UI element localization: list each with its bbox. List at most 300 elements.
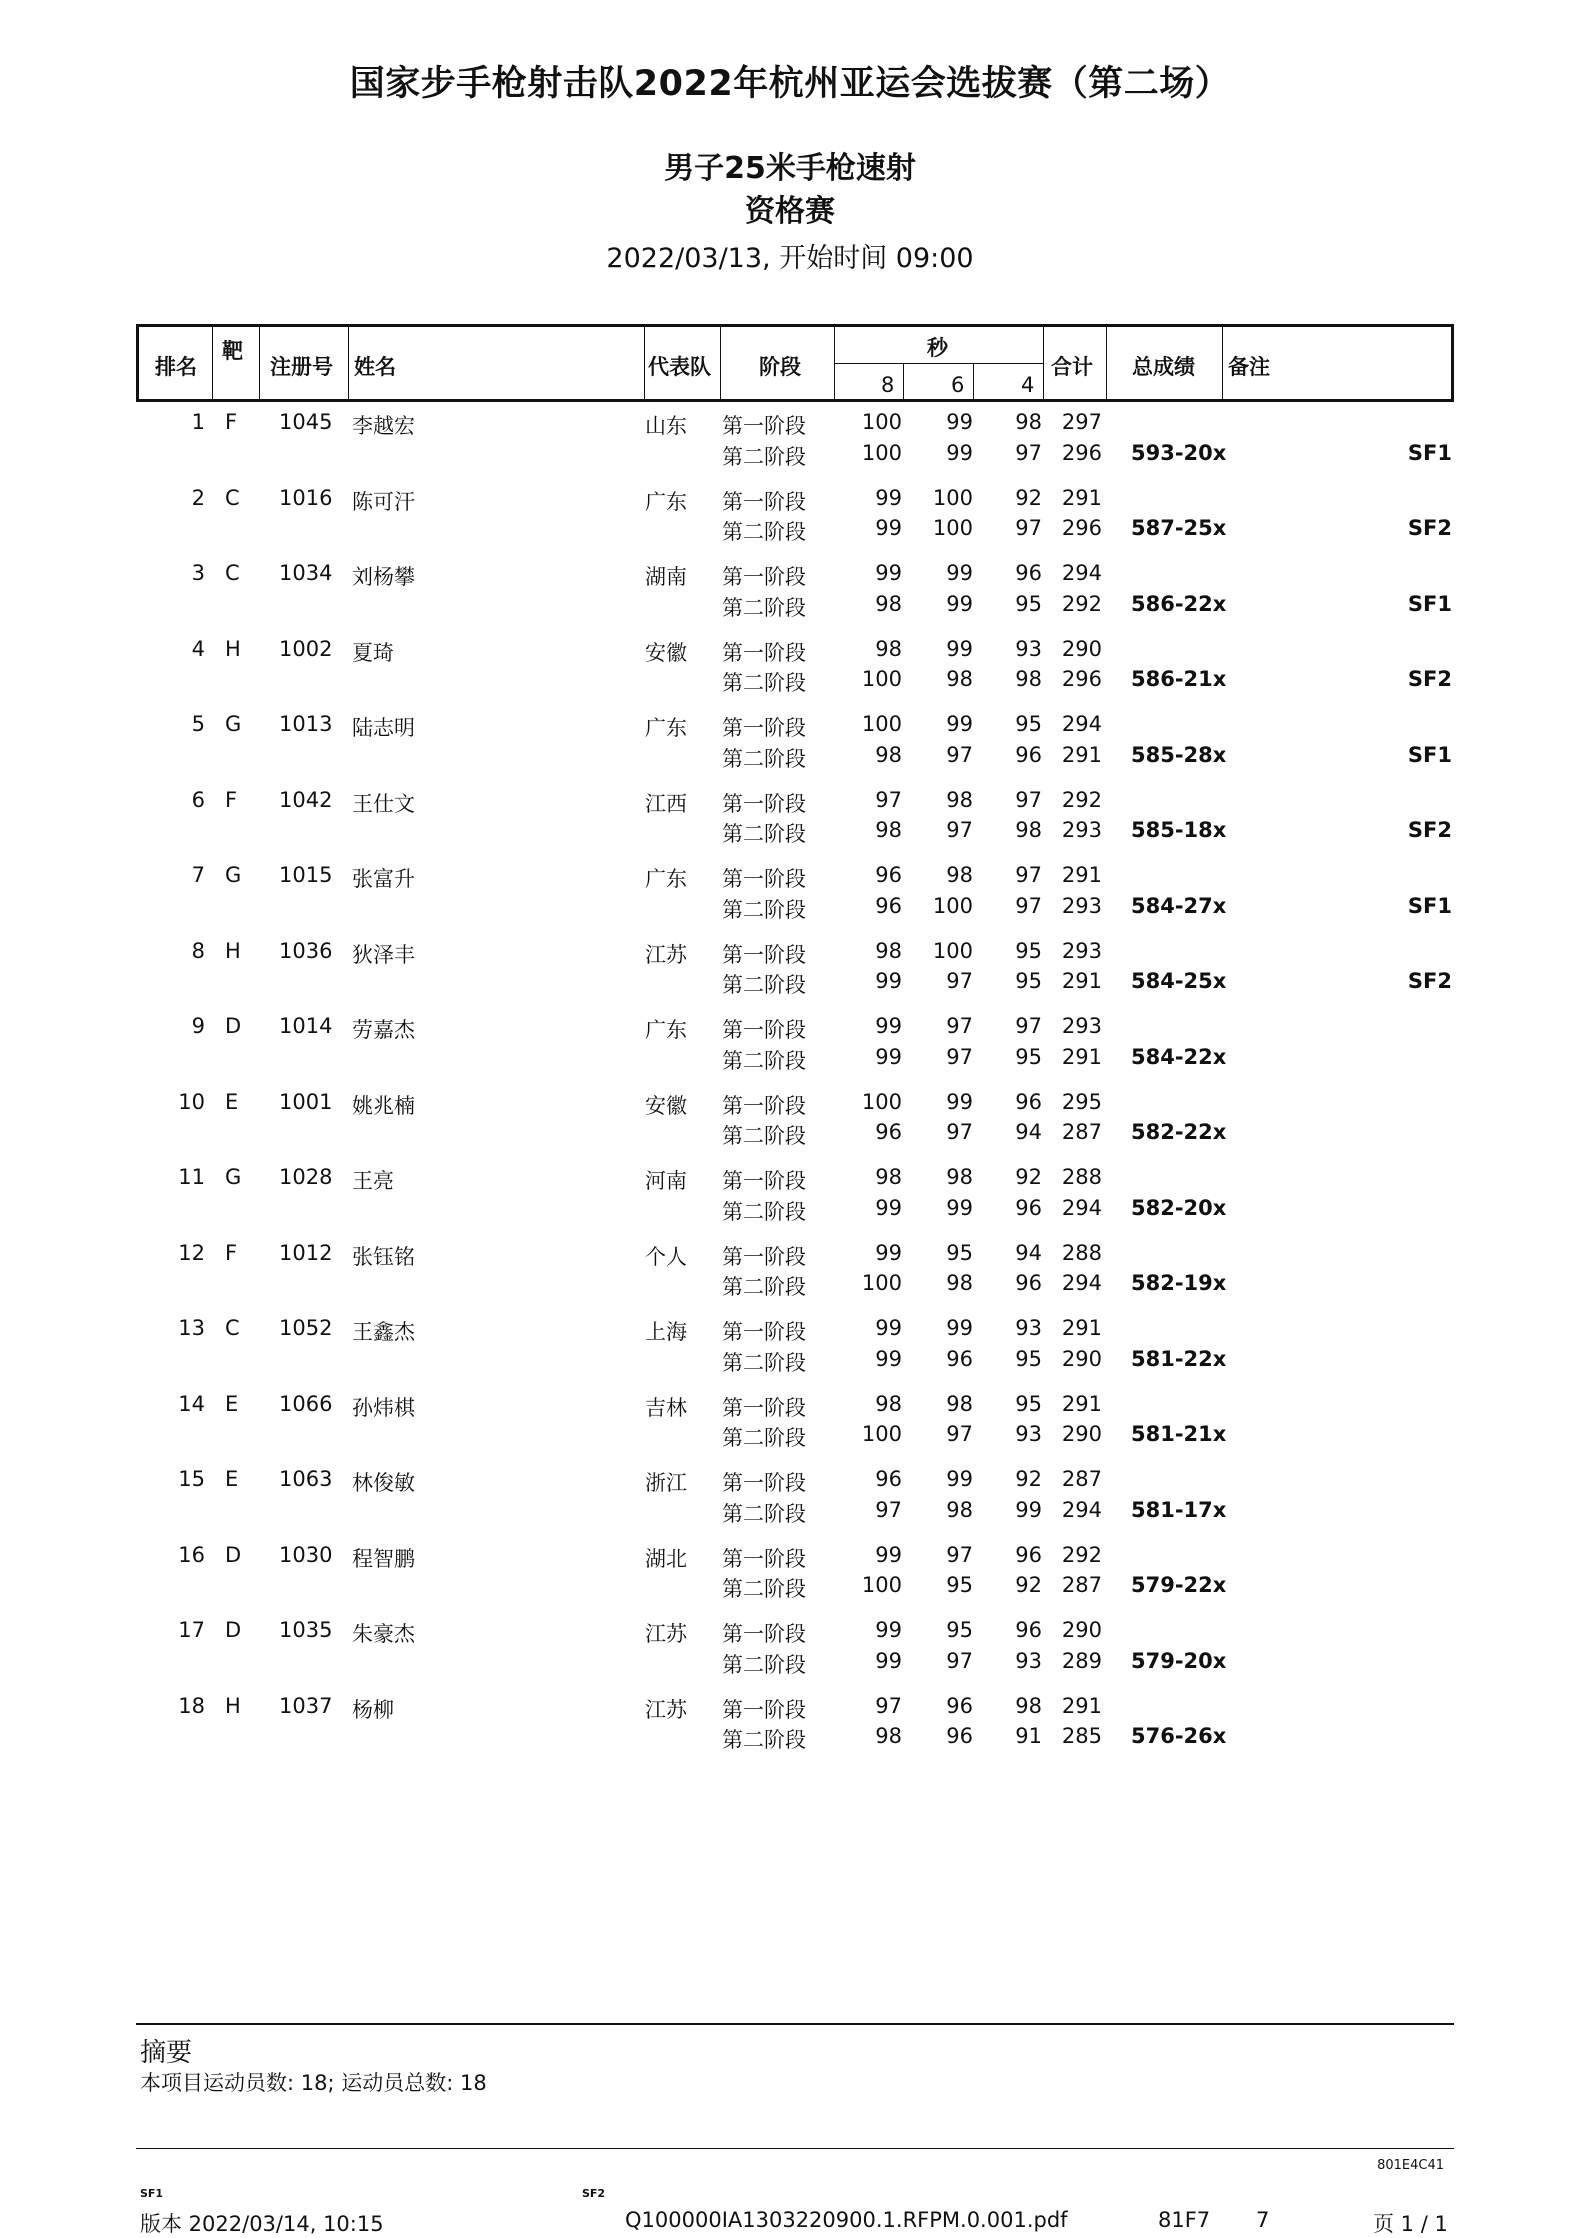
stage-label: 第一阶段 <box>722 489 806 514</box>
score-6s: 95 <box>946 1240 973 1265</box>
stage-sum: 297 <box>1061 410 1102 434</box>
reg-number: 1015 <box>279 863 333 887</box>
score-6s: 99 <box>946 1195 973 1220</box>
score-6s: 98 <box>946 1165 973 1189</box>
stage-label: 第二阶段 <box>722 1275 806 1299</box>
score-6s: 96 <box>946 1724 973 1748</box>
rank: 16 <box>178 1542 205 1567</box>
stage-label: 第一阶段 <box>722 1546 806 1571</box>
reg-number: 1066 <box>279 1391 333 1416</box>
note: SF2 <box>1407 667 1452 691</box>
team: 江苏 <box>645 942 687 967</box>
stage-sum: 291 <box>1061 485 1102 510</box>
score-8s: 100 <box>861 667 902 691</box>
stage-sum: 290 <box>1061 1422 1102 1446</box>
footer-num: 7 <box>1256 2208 1270 2232</box>
stage-sum: 291 <box>1061 1391 1102 1416</box>
score-6s: 98 <box>946 1271 973 1295</box>
score-6s: 95 <box>946 1618 973 1642</box>
col-s6: 6 <box>951 373 965 397</box>
athlete-name: 王仕文 <box>352 791 415 816</box>
total-score: 581-17x <box>1131 1497 1227 1522</box>
team: 江苏 <box>645 1622 687 1646</box>
rank: 14 <box>178 1391 205 1416</box>
athlete-name: 张钰铭 <box>352 1244 415 1269</box>
stage-label: 第二阶段 <box>722 1124 806 1148</box>
rank: 13 <box>178 1316 205 1340</box>
score-4s: 95 <box>1015 712 1042 736</box>
score-8s: 97 <box>875 1497 902 1522</box>
stage-label: 第二阶段 <box>722 1048 806 1073</box>
target: G <box>225 863 242 887</box>
reg-number: 1042 <box>279 787 333 812</box>
athlete-name: 李越宏 <box>352 414 415 438</box>
score-4s: 98 <box>1015 667 1042 691</box>
stage-sum: 294 <box>1061 1271 1102 1295</box>
stage-sum: 290 <box>1061 636 1102 661</box>
athlete-name: 陆志明 <box>352 716 415 740</box>
score-8s: 99 <box>875 1648 902 1673</box>
stage-label: 第一阶段 <box>722 791 806 816</box>
reg-number: 1035 <box>279 1618 333 1642</box>
target: E <box>225 1391 239 1416</box>
athlete-name: 孙炜棋 <box>352 1395 415 1420</box>
score-6s: 100 <box>932 938 973 963</box>
score-6s: 100 <box>932 516 973 540</box>
stage-sum: 294 <box>1061 712 1102 736</box>
team: 广东 <box>645 867 687 891</box>
stage-label: 第二阶段 <box>722 1728 806 1752</box>
col-stage: 阶段 <box>759 355 801 379</box>
stage-sum: 296 <box>1061 516 1102 540</box>
total-score: 585-18x <box>1131 818 1227 842</box>
total-score: 576-26x <box>1131 1724 1227 1748</box>
score-4s: 96 <box>1015 1271 1042 1295</box>
team: 吉林 <box>645 1395 687 1420</box>
stage-label: 第一阶段 <box>722 716 806 740</box>
reg-number: 1013 <box>279 712 333 736</box>
score-8s: 99 <box>875 969 902 993</box>
score-6s: 99 <box>946 636 973 661</box>
reg-number: 1002 <box>279 636 333 661</box>
col-s8: 8 <box>881 373 895 397</box>
athlete-name: 刘杨攀 <box>352 565 415 589</box>
total-score: 584-22x <box>1131 1044 1227 1069</box>
athlete-name: 杨柳 <box>352 1697 394 1722</box>
score-4s: 97 <box>1015 440 1042 465</box>
team: 安徽 <box>645 1093 687 1118</box>
score-8s: 100 <box>861 712 902 736</box>
total-score: 582-19x <box>1131 1271 1227 1295</box>
target: D <box>225 1014 242 1038</box>
event-name: 男子25米手枪速射 <box>664 151 916 186</box>
score-4s: 97 <box>1015 516 1042 540</box>
stage-label: 第二阶段 <box>722 444 806 469</box>
score-8s: 98 <box>875 1391 902 1416</box>
stage-sum: 293 <box>1061 818 1102 842</box>
stage-sum: 291 <box>1061 969 1102 993</box>
stage-label: 第二阶段 <box>722 671 806 695</box>
target: H <box>225 1693 241 1718</box>
stage-label: 第二阶段 <box>722 1426 806 1450</box>
col-total: 总成绩 <box>1132 355 1195 379</box>
score-8s: 99 <box>875 485 902 510</box>
score-6s: 97 <box>946 742 973 767</box>
score-6s: 98 <box>946 1497 973 1522</box>
target: G <box>225 1165 242 1189</box>
total-score: 593-20x <box>1131 440 1227 465</box>
reg-number: 1036 <box>279 938 333 963</box>
target: C <box>225 561 240 585</box>
team: 江苏 <box>645 1697 687 1722</box>
rank: 10 <box>178 1089 205 1114</box>
stage-label: 第二阶段 <box>722 1652 806 1677</box>
stage-sum: 296 <box>1061 440 1102 465</box>
stage-label: 第一阶段 <box>722 942 806 967</box>
score-8s: 97 <box>875 787 902 812</box>
score-6s: 97 <box>946 1648 973 1673</box>
stage-sum: 288 <box>1061 1240 1102 1265</box>
stage-sum: 293 <box>1061 938 1102 963</box>
stage-label: 第一阶段 <box>722 1093 806 1118</box>
team: 个人 <box>645 1244 687 1269</box>
total-score: 586-21x <box>1131 667 1227 691</box>
score-4s: 97 <box>1015 893 1042 918</box>
col-rank: 排名 <box>155 355 197 379</box>
score-6s: 99 <box>946 1467 973 1491</box>
reg-number: 1028 <box>279 1165 333 1189</box>
score-4s: 91 <box>1015 1724 1042 1748</box>
stage-label: 第二阶段 <box>722 897 806 922</box>
rank: 3 <box>191 561 205 585</box>
stage-label: 第一阶段 <box>722 1244 806 1269</box>
total-score: 579-20x <box>1131 1648 1227 1673</box>
score-4s: 92 <box>1015 485 1042 510</box>
athlete-name: 林俊敏 <box>352 1471 415 1495</box>
reg-number: 1063 <box>279 1467 333 1491</box>
score-8s: 98 <box>875 1724 902 1748</box>
stage-sum: 294 <box>1061 561 1102 585</box>
score-6s: 99 <box>946 440 973 465</box>
score-8s: 100 <box>861 1573 902 1597</box>
score-8s: 100 <box>861 1089 902 1114</box>
stage-sum: 296 <box>1061 667 1102 691</box>
team: 浙江 <box>645 1471 687 1495</box>
stage-sum: 287 <box>1061 1120 1102 1144</box>
stage-sum: 293 <box>1061 893 1102 918</box>
score-4s: 96 <box>1015 1542 1042 1567</box>
total-score: 582-22x <box>1131 1120 1227 1144</box>
score-4s: 93 <box>1015 1648 1042 1673</box>
col-s4: 4 <box>1021 373 1035 397</box>
score-6s: 99 <box>946 712 973 736</box>
team: 山东 <box>645 414 687 438</box>
page-title: 国家步手枪射击队2022年杭州亚运会选拔赛（第二场） <box>349 64 1231 104</box>
score-4s: 95 <box>1015 969 1042 993</box>
score-4s: 95 <box>1015 591 1042 616</box>
team: 安徽 <box>645 640 687 665</box>
total-score: 582-20x <box>1131 1195 1227 1220</box>
athlete-name: 劳嘉杰 <box>352 1018 415 1042</box>
stage-label: 第二阶段 <box>722 746 806 771</box>
stage-label: 第一阶段 <box>722 1471 806 1495</box>
reg-number: 1045 <box>279 410 333 434</box>
score-8s: 99 <box>875 561 902 585</box>
reg-number: 1034 <box>279 561 333 585</box>
stage-label: 第二阶段 <box>722 1350 806 1375</box>
rank: 15 <box>178 1467 205 1491</box>
score-8s: 99 <box>875 1346 902 1371</box>
score-8s: 96 <box>875 863 902 887</box>
footer-page: 页 1 / 1 <box>1373 2212 1448 2236</box>
stage-sum: 291 <box>1061 1316 1102 1340</box>
score-6s: 99 <box>946 1316 973 1340</box>
score-4s: 93 <box>1015 636 1042 661</box>
stage-sum: 291 <box>1061 863 1102 887</box>
score-8s: 99 <box>875 1542 902 1567</box>
rank: 7 <box>191 863 205 887</box>
target: C <box>225 1316 240 1340</box>
score-4s: 92 <box>1015 1165 1042 1189</box>
athlete-name: 姚兆楠 <box>352 1093 415 1118</box>
target: F <box>225 1240 238 1265</box>
col-note: 备注 <box>1228 355 1270 379</box>
footer-code: 801E4C41 <box>1377 2158 1444 2173</box>
stage-sum: 291 <box>1061 742 1102 767</box>
target: H <box>225 938 241 963</box>
score-4s: 95 <box>1015 1391 1042 1416</box>
score-4s: 92 <box>1015 1467 1042 1491</box>
note: SF2 <box>1407 818 1452 842</box>
rank: 6 <box>191 787 205 812</box>
stage-label: 第二阶段 <box>722 595 806 620</box>
stage-label: 第一阶段 <box>722 1622 806 1646</box>
rank: 1 <box>191 410 205 434</box>
stage-sum: 294 <box>1061 1497 1102 1522</box>
score-8s: 96 <box>875 893 902 918</box>
rank: 5 <box>191 712 205 736</box>
team: 广东 <box>645 489 687 514</box>
score-6s: 99 <box>946 591 973 616</box>
score-6s: 98 <box>946 787 973 812</box>
rank: 11 <box>178 1165 205 1189</box>
score-4s: 92 <box>1015 1573 1042 1597</box>
team: 江西 <box>645 791 687 816</box>
score-8s: 96 <box>875 1120 902 1144</box>
rank: 8 <box>191 938 205 963</box>
score-8s: 96 <box>875 1467 902 1491</box>
col-name: 姓名 <box>354 355 396 379</box>
athlete-name: 程智鹏 <box>352 1546 415 1571</box>
athlete-name: 夏琦 <box>352 640 394 665</box>
score-4s: 93 <box>1015 1316 1042 1340</box>
team: 湖北 <box>645 1546 687 1571</box>
athlete-name: 陈可汗 <box>352 489 415 514</box>
score-6s: 97 <box>946 1044 973 1069</box>
total-score: 584-27x <box>1131 893 1227 918</box>
score-8s: 98 <box>875 1165 902 1189</box>
stage-sum: 291 <box>1061 1044 1102 1069</box>
stage-label: 第一阶段 <box>722 1697 806 1722</box>
note: SF2 <box>1407 516 1452 540</box>
rank: 17 <box>178 1618 205 1642</box>
stage-sum: 292 <box>1061 591 1102 616</box>
athlete-name: 狄泽丰 <box>352 942 415 967</box>
score-8s: 98 <box>875 938 902 963</box>
col-reg: 注册号 <box>270 355 333 379</box>
score-6s: 98 <box>946 863 973 887</box>
team: 上海 <box>645 1320 687 1344</box>
score-8s: 99 <box>875 1195 902 1220</box>
stage-label: 第一阶段 <box>722 640 806 665</box>
total-score: 579-22x <box>1131 1573 1227 1597</box>
target: E <box>225 1467 239 1491</box>
score-4s: 96 <box>1015 1089 1042 1114</box>
stage-sum: 293 <box>1061 1014 1102 1038</box>
score-6s: 99 <box>946 1089 973 1114</box>
stage-sum: 288 <box>1061 1165 1102 1189</box>
target: G <box>225 712 242 736</box>
score-6s: 97 <box>946 1120 973 1144</box>
total-score: 586-22x <box>1131 591 1227 616</box>
score-4s: 95 <box>1015 938 1042 963</box>
total-score: 584-25x <box>1131 969 1227 993</box>
footer-version: 版本 2022/03/14, 10:15 <box>140 2212 384 2236</box>
score-6s: 97 <box>946 1014 973 1038</box>
score-8s: 99 <box>875 1014 902 1038</box>
table-header <box>136 324 1454 402</box>
score-4s: 98 <box>1015 410 1042 434</box>
stage-sum: 290 <box>1061 1346 1102 1371</box>
score-6s: 96 <box>946 1346 973 1371</box>
score-4s: 97 <box>1015 1014 1042 1038</box>
score-6s: 97 <box>946 969 973 993</box>
stage-label: 第一阶段 <box>722 414 806 438</box>
stage-sum: 292 <box>1061 787 1102 812</box>
reg-number: 1037 <box>279 1693 333 1718</box>
score-8s: 100 <box>861 410 902 434</box>
score-8s: 98 <box>875 636 902 661</box>
score-6s: 99 <box>946 410 973 434</box>
stage-sum: 294 <box>1061 1195 1102 1220</box>
stage-label: 第二阶段 <box>722 1577 806 1601</box>
rank: 12 <box>178 1240 205 1265</box>
team: 广东 <box>645 1018 687 1042</box>
stage-sum: 295 <box>1061 1089 1102 1114</box>
footer-note-sf1: SF1 <box>140 2187 164 2200</box>
score-8s: 100 <box>861 1271 902 1295</box>
reg-number: 1052 <box>279 1316 333 1340</box>
stage-label: 第二阶段 <box>722 520 806 544</box>
target: D <box>225 1542 242 1567</box>
score-4s: 97 <box>1015 787 1042 812</box>
score-4s: 94 <box>1015 1120 1042 1144</box>
rank: 9 <box>191 1014 205 1038</box>
score-8s: 98 <box>875 818 902 842</box>
team: 广东 <box>645 716 687 740</box>
team: 河南 <box>645 1169 687 1193</box>
score-6s: 97 <box>946 818 973 842</box>
score-4s: 93 <box>1015 1422 1042 1446</box>
stage-sum: 292 <box>1061 1542 1102 1567</box>
score-8s: 100 <box>861 1422 902 1446</box>
score-8s: 99 <box>875 1316 902 1340</box>
score-6s: 100 <box>932 485 973 510</box>
score-8s: 98 <box>875 742 902 767</box>
score-6s: 97 <box>946 1542 973 1567</box>
note: SF1 <box>1407 591 1452 616</box>
stage-sum: 289 <box>1061 1648 1102 1673</box>
stage-label: 第一阶段 <box>722 565 806 589</box>
stage-label: 第一阶段 <box>722 1018 806 1042</box>
col-seconds: 秒 <box>927 336 948 360</box>
athlete-name: 张富升 <box>352 867 415 891</box>
note: SF1 <box>1407 440 1452 465</box>
score-6s: 98 <box>946 1391 973 1416</box>
footer-code2: 81F7 <box>1158 2208 1211 2232</box>
footer-note-sf2: SF2 <box>582 2187 606 2200</box>
target: D <box>225 1618 242 1642</box>
stage-label: 第一阶段 <box>722 1395 806 1420</box>
stage-label: 第一阶段 <box>722 1320 806 1344</box>
score-8s: 97 <box>875 1693 902 1718</box>
total-score: 585-28x <box>1131 742 1227 767</box>
score-4s: 97 <box>1015 863 1042 887</box>
score-8s: 99 <box>875 1044 902 1069</box>
score-4s: 94 <box>1015 1240 1042 1265</box>
target: F <box>225 787 238 812</box>
score-4s: 99 <box>1015 1497 1042 1522</box>
reg-number: 1012 <box>279 1240 333 1265</box>
reg-number: 1014 <box>279 1014 333 1038</box>
target: C <box>225 485 240 510</box>
stage-sum: 285 <box>1061 1724 1102 1748</box>
score-6s: 99 <box>946 561 973 585</box>
score-8s: 99 <box>875 1618 902 1642</box>
footer-file: Q100000IA1303220900.1.RFPM.0.001.pdf <box>625 2208 1068 2232</box>
event-datetime: 2022/03/13, 开始时间 09:00 <box>606 243 974 274</box>
score-4s: 96 <box>1015 561 1042 585</box>
score-4s: 96 <box>1015 1618 1042 1642</box>
athlete-name: 王鑫杰 <box>352 1320 415 1344</box>
reg-number: 1030 <box>279 1542 333 1567</box>
col-team: 代表队 <box>648 355 711 379</box>
rank: 18 <box>178 1693 205 1718</box>
target: F <box>225 410 238 434</box>
stage-label: 第一阶段 <box>722 1169 806 1193</box>
reg-number: 1016 <box>279 485 333 510</box>
score-8s: 99 <box>875 1240 902 1265</box>
score-4s: 98 <box>1015 1693 1042 1718</box>
total-score: 581-22x <box>1131 1346 1227 1371</box>
stage-label: 第二阶段 <box>722 1501 806 1526</box>
stage-sum: 290 <box>1061 1618 1102 1642</box>
stage-label: 第二阶段 <box>722 1199 806 1224</box>
total-score: 581-21x <box>1131 1422 1227 1446</box>
col-subtotal: 合计 <box>1051 355 1093 379</box>
stage-sum: 287 <box>1061 1573 1102 1597</box>
summary-title: 摘要 <box>140 2038 193 2068</box>
score-6s: 97 <box>946 1422 973 1446</box>
note: SF1 <box>1407 742 1452 767</box>
team: 湖南 <box>645 565 687 589</box>
score-8s: 99 <box>875 516 902 540</box>
score-6s: 98 <box>946 667 973 691</box>
score-8s: 100 <box>861 440 902 465</box>
total-score: 587-25x <box>1131 516 1227 540</box>
score-6s: 96 <box>946 1693 973 1718</box>
stage-label: 第一阶段 <box>722 867 806 891</box>
